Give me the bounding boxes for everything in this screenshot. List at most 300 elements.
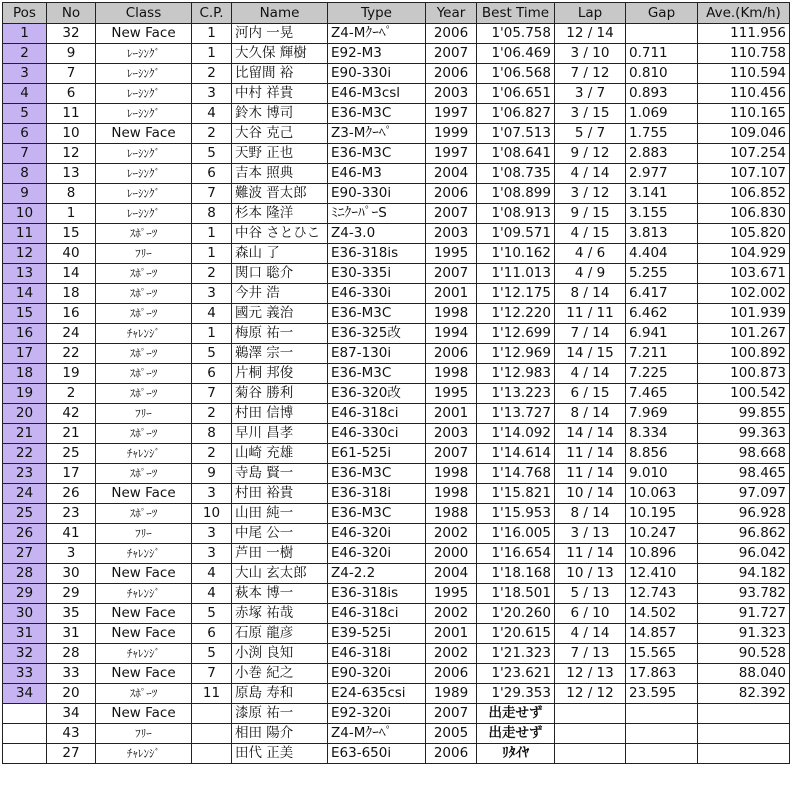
cell-pos: 25 (3, 504, 47, 524)
cell-cp: 4 (192, 584, 232, 604)
cell-best-time: 1'15.953 (477, 504, 555, 524)
cell-type: E30-335i (328, 264, 426, 284)
cell-year: 2007 (426, 264, 477, 284)
cell-best-time: 1'11.013 (477, 264, 555, 284)
cell-average-speed: 109.046 (698, 124, 790, 144)
cell-cp: 5 (192, 604, 232, 624)
cell-cp: 1 (192, 44, 232, 64)
cell-gap: 23.595 (626, 684, 698, 704)
cell-lap: 7 / 13 (555, 644, 626, 664)
cell-gap (626, 744, 698, 764)
cell-cp: 1 (192, 24, 232, 44)
cell-cp: 2 (192, 124, 232, 144)
cell-no: 27 (47, 744, 96, 764)
cell-gap: 5.255 (626, 264, 698, 284)
cell-class: ｽﾎﾟｰﾂ (96, 364, 192, 384)
table-row (3, 624, 790, 644)
cell-no: 3 (47, 544, 96, 564)
cell-no: 14 (47, 264, 96, 284)
cell-best-time: 1'23.621 (477, 664, 555, 684)
cell-no: 12 (47, 144, 96, 164)
cell-name: 相田 陽介 (232, 724, 328, 744)
cell-pos: 5 (3, 104, 47, 124)
cell-class: ﾁｬﾚﾝｼﾞ (96, 744, 192, 764)
header-row (3, 3, 790, 24)
cell-gap: 2.883 (626, 144, 698, 164)
cell-type: Z4-3.0 (328, 224, 426, 244)
cell-cp: 4 (192, 564, 232, 584)
table-row (3, 544, 790, 564)
cell-lap: 3 / 7 (555, 84, 626, 104)
cell-no: 30 (47, 564, 96, 584)
cell-name: 山田 純一 (232, 504, 328, 524)
cell-best-time: 1'10.162 (477, 244, 555, 264)
cell-best-time: 1'08.735 (477, 164, 555, 184)
cell-no: 34 (47, 704, 96, 724)
cell-name: 森山 了 (232, 244, 328, 264)
cell-class: ﾁｬﾚﾝｼﾞ (96, 324, 192, 344)
cell-cp: 2 (192, 64, 232, 84)
cell-name: 芦田 一樹 (232, 544, 328, 564)
cell-gap: 10.896 (626, 544, 698, 564)
table-row (3, 664, 790, 684)
cell-best-time: 1'08.641 (477, 144, 555, 164)
cell-best-time: 1'06.651 (477, 84, 555, 104)
cell-cp: 9 (192, 464, 232, 484)
cell-cp: 8 (192, 424, 232, 444)
cell-best-time: 1'08.899 (477, 184, 555, 204)
cell-class: ﾌﾘｰ (96, 244, 192, 264)
cell-gap: 4.404 (626, 244, 698, 264)
cell-year: 1998 (426, 484, 477, 504)
cell-gap: 0.711 (626, 44, 698, 64)
table-row (3, 404, 790, 424)
cell-cp: 3 (192, 524, 232, 544)
cell-lap: 5 / 7 (555, 124, 626, 144)
cell-pos: 20 (3, 404, 47, 424)
cell-gap: 17.863 (626, 664, 698, 684)
cell-average-speed: 101.267 (698, 324, 790, 344)
cell-no: 29 (47, 584, 96, 604)
cell-no: 8 (47, 184, 96, 204)
table-row (3, 604, 790, 624)
cell-type: E46-320i (328, 524, 426, 544)
cell-pos: 15 (3, 304, 47, 324)
cell-cp: 10 (192, 504, 232, 524)
cell-average-speed: 107.107 (698, 164, 790, 184)
cell-lap: 6 / 15 (555, 384, 626, 404)
cell-best-time: 1'21.323 (477, 644, 555, 664)
cell-best-time: 1'14.768 (477, 464, 555, 484)
cell-type: E46-330i (328, 284, 426, 304)
cell-gap: 6.941 (626, 324, 698, 344)
cell-average-speed: 98.465 (698, 464, 790, 484)
cell-name: 今井 浩 (232, 284, 328, 304)
cell-no: 13 (47, 164, 96, 184)
cell-pos: 19 (3, 384, 47, 404)
cell-pos: 10 (3, 204, 47, 224)
cell-type: E36-320改 (328, 384, 426, 404)
cell-year: 2007 (426, 204, 477, 224)
table-row (3, 164, 790, 184)
cell-lap: 3 / 10 (555, 44, 626, 64)
table-row (3, 504, 790, 524)
cell-pos: 1 (3, 24, 47, 44)
cell-no: 35 (47, 604, 96, 624)
cell-class: New Face (96, 484, 192, 504)
cell-no: 42 (47, 404, 96, 424)
cell-year: 2006 (426, 664, 477, 684)
cell-gap: 3.141 (626, 184, 698, 204)
cell-gap: 7.465 (626, 384, 698, 404)
cell-class: ﾌﾘｰ (96, 524, 192, 544)
cell-year: 1999 (426, 124, 477, 144)
cell-cp: 1 (192, 244, 232, 264)
header-no: No (47, 3, 96, 24)
cell-class: ﾚｰｼﾝｸﾞ (96, 164, 192, 184)
cell-lap (555, 724, 626, 744)
table-row (3, 104, 790, 124)
cell-no: 43 (47, 724, 96, 744)
cell-class: New Face (96, 564, 192, 584)
cell-no: 16 (47, 304, 96, 324)
table-row (3, 184, 790, 204)
table-row (3, 284, 790, 304)
cell-class: ｽﾎﾟｰﾂ (96, 344, 192, 364)
cell-cp: 7 (192, 664, 232, 684)
cell-lap: 7 / 12 (555, 64, 626, 84)
cell-year: 2006 (426, 24, 477, 44)
cell-year: 2001 (426, 624, 477, 644)
header-name: Name (232, 3, 328, 24)
cell-pos: 3 (3, 64, 47, 84)
cell-best-time: 1'13.223 (477, 384, 555, 404)
cell-type: E90-330i (328, 64, 426, 84)
cell-name: 村田 信博 (232, 404, 328, 424)
cell-best-time: 1'20.260 (477, 604, 555, 624)
cell-class: ﾚｰｼﾝｸﾞ (96, 64, 192, 84)
cell-name: 寺島 賢一 (232, 464, 328, 484)
cell-gap: 6.462 (626, 304, 698, 324)
cell-cp: 1 (192, 324, 232, 344)
cell-year: 2004 (426, 164, 477, 184)
cell-pos: 7 (3, 144, 47, 164)
cell-type: E87-130i (328, 344, 426, 364)
cell-pos: 13 (3, 264, 47, 284)
cell-average-speed: 110.594 (698, 64, 790, 84)
cell-cp: 5 (192, 644, 232, 664)
cell-type: E46-M3csl (328, 84, 426, 104)
cell-name: 難波 晋太郎 (232, 184, 328, 204)
cell-type: E36-M3C (328, 464, 426, 484)
cell-type: E36-318i (328, 484, 426, 504)
table-row (3, 144, 790, 164)
cell-best-time: 1'15.821 (477, 484, 555, 504)
cell-type: E46-318ci (328, 404, 426, 424)
cell-year: 2001 (426, 284, 477, 304)
cell-gap: 2.977 (626, 164, 698, 184)
cell-year: 2007 (426, 444, 477, 464)
cell-pos: 33 (3, 664, 47, 684)
cell-best-time: 出走せず (477, 704, 555, 724)
results-body (3, 24, 790, 764)
cell-year: 2002 (426, 604, 477, 624)
cell-type: E90-330i (328, 184, 426, 204)
cell-name: 原島 寿和 (232, 684, 328, 704)
cell-year: 2006 (426, 744, 477, 764)
cell-year: 1997 (426, 104, 477, 124)
cell-cp: 3 (192, 544, 232, 564)
cell-pos: 17 (3, 344, 47, 364)
cell-lap: 6 / 10 (555, 604, 626, 624)
cell-lap: 10 / 13 (555, 564, 626, 584)
cell-year: 2007 (426, 44, 477, 64)
cell-best-time: 1'18.501 (477, 584, 555, 604)
cell-cp: 6 (192, 624, 232, 644)
cell-best-time: 1'06.827 (477, 104, 555, 124)
cell-lap: 4 / 9 (555, 264, 626, 284)
cell-average-speed (698, 704, 790, 724)
cell-cp: 3 (192, 484, 232, 504)
cell-type: E46-M3 (328, 164, 426, 184)
cell-type: ﾐﾆｸｰﾊﾟｰS (328, 204, 426, 224)
table-row (3, 324, 790, 344)
cell-no: 15 (47, 224, 96, 244)
cell-no: 40 (47, 244, 96, 264)
table-row (3, 644, 790, 664)
table-row (3, 684, 790, 704)
cell-type: E36-M3C (328, 144, 426, 164)
table-row (3, 304, 790, 324)
cell-name: 中村 祥貴 (232, 84, 328, 104)
cell-no: 11 (47, 104, 96, 124)
cell-pos: 24 (3, 484, 47, 504)
cell-class: ﾁｬﾚﾝｼﾞ (96, 544, 192, 564)
cell-gap: 0.810 (626, 64, 698, 84)
cell-type: E36-M3C (328, 504, 426, 524)
cell-cp (192, 744, 232, 764)
cell-year: 2006 (426, 184, 477, 204)
cell-year: 2002 (426, 644, 477, 664)
cell-best-time: 1'12.699 (477, 324, 555, 344)
cell-type: E39-525i (328, 624, 426, 644)
cell-lap: 9 / 15 (555, 204, 626, 224)
cell-no: 21 (47, 424, 96, 444)
cell-cp: 3 (192, 284, 232, 304)
cell-class: ﾚｰｼﾝｸﾞ (96, 44, 192, 64)
cell-average-speed: 91.323 (698, 624, 790, 644)
cell-name: 國元 義治 (232, 304, 328, 324)
cell-name: 比留間 裕 (232, 64, 328, 84)
cell-pos: 27 (3, 544, 47, 564)
cell-name: 山崎 充雄 (232, 444, 328, 464)
cell-gap: 7.211 (626, 344, 698, 364)
cell-year: 2001 (426, 404, 477, 424)
cell-lap: 11 / 11 (555, 304, 626, 324)
cell-best-time: 1'12.983 (477, 364, 555, 384)
cell-class: New Face (96, 624, 192, 644)
cell-name: 菊谷 勝利 (232, 384, 328, 404)
cell-gap: 15.565 (626, 644, 698, 664)
cell-best-time: 1'13.727 (477, 404, 555, 424)
cell-best-time: 1'14.092 (477, 424, 555, 444)
cell-lap: 11 / 14 (555, 544, 626, 564)
cell-lap: 12 / 13 (555, 664, 626, 684)
cell-year: 1995 (426, 384, 477, 404)
cell-year: 2003 (426, 224, 477, 244)
cell-cp: 5 (192, 344, 232, 364)
cell-name: 天野 正也 (232, 144, 328, 164)
cell-lap: 5 / 13 (555, 584, 626, 604)
cell-average-speed: 90.528 (698, 644, 790, 664)
cell-pos: 12 (3, 244, 47, 264)
cell-name: 中尾 公一 (232, 524, 328, 544)
cell-class: New Face (96, 124, 192, 144)
header-class: Class (96, 3, 192, 24)
cell-class: ﾚｰｼﾝｸﾞ (96, 204, 192, 224)
cell-pos: 9 (3, 184, 47, 204)
cell-gap (626, 724, 698, 744)
cell-average-speed: 99.363 (698, 424, 790, 444)
table-row (3, 124, 790, 144)
cell-best-time: 1'09.571 (477, 224, 555, 244)
cell-lap: 3 / 13 (555, 524, 626, 544)
cell-year: 2000 (426, 544, 477, 564)
cell-no: 33 (47, 664, 96, 684)
cell-type: E46-318ci (328, 604, 426, 624)
cell-year: 2007 (426, 704, 477, 724)
cell-average-speed: 93.782 (698, 584, 790, 604)
cell-type: E24-635csi (328, 684, 426, 704)
cell-lap: 4 / 14 (555, 364, 626, 384)
cell-pos (3, 744, 47, 764)
table-row (3, 244, 790, 264)
cell-lap: 11 / 14 (555, 464, 626, 484)
table-row (3, 484, 790, 504)
cell-cp: 3 (192, 84, 232, 104)
cell-lap: 3 / 12 (555, 184, 626, 204)
table-row (3, 384, 790, 404)
cell-lap: 14 / 15 (555, 344, 626, 364)
cell-average-speed: 107.254 (698, 144, 790, 164)
results-table (2, 2, 790, 764)
cell-name: 鈴木 博司 (232, 104, 328, 124)
cell-type: Z4-2.2 (328, 564, 426, 584)
cell-gap: 0.893 (626, 84, 698, 104)
cell-average-speed: 101.939 (698, 304, 790, 324)
cell-name: 田代 正美 (232, 744, 328, 764)
cell-class: ﾚｰｼﾝｸﾞ (96, 104, 192, 124)
cell-gap (626, 704, 698, 724)
cell-lap: 14 / 14 (555, 424, 626, 444)
cell-gap: 3.813 (626, 224, 698, 244)
cell-no: 31 (47, 624, 96, 644)
table-row (3, 744, 790, 764)
cell-cp: 2 (192, 444, 232, 464)
header-type: Type (328, 3, 426, 24)
cell-cp: 6 (192, 164, 232, 184)
cell-name: 小渕 良知 (232, 644, 328, 664)
cell-type: E61-525i (328, 444, 426, 464)
cell-best-time: 1'16.005 (477, 524, 555, 544)
cell-type: E36-M3C (328, 364, 426, 384)
cell-name: 大谷 克己 (232, 124, 328, 144)
cell-type: E92-320i (328, 704, 426, 724)
cell-year: 1995 (426, 584, 477, 604)
table-row (3, 24, 790, 44)
cell-type: E36-318is (328, 584, 426, 604)
cell-name: 小巻 紀之 (232, 664, 328, 684)
cell-gap: 8.856 (626, 444, 698, 464)
cell-no: 22 (47, 344, 96, 364)
cell-best-time: 1'12.220 (477, 304, 555, 324)
cell-year: 2002 (426, 524, 477, 544)
cell-name: 鵜澤 宗一 (232, 344, 328, 364)
cell-type: E90-320i (328, 664, 426, 684)
header-best-time: Best Time (477, 3, 555, 24)
cell-gap (626, 24, 698, 44)
cell-cp: 4 (192, 104, 232, 124)
cell-cp: 8 (192, 204, 232, 224)
cell-gap: 12.410 (626, 564, 698, 584)
cell-gap: 8.334 (626, 424, 698, 444)
cell-best-time: 1'16.654 (477, 544, 555, 564)
table-row (3, 344, 790, 364)
cell-year: 1989 (426, 684, 477, 704)
cell-pos: 14 (3, 284, 47, 304)
cell-lap: 8 / 14 (555, 504, 626, 524)
table-row (3, 464, 790, 484)
table-row (3, 584, 790, 604)
cell-class: ﾚｰｼﾝｸﾞ (96, 184, 192, 204)
cell-cp (192, 704, 232, 724)
cell-no: 2 (47, 384, 96, 404)
cell-best-time: 1'18.168 (477, 564, 555, 584)
cell-pos: 18 (3, 364, 47, 384)
cell-year: 2003 (426, 84, 477, 104)
cell-class: New Face (96, 704, 192, 724)
cell-class: New Face (96, 604, 192, 624)
cell-type: Z4-Mｸｰﾍﾟ (328, 724, 426, 744)
cell-no: 9 (47, 44, 96, 64)
cell-year: 1997 (426, 144, 477, 164)
cell-pos: 11 (3, 224, 47, 244)
cell-class: ﾚｰｼﾝｸﾞ (96, 144, 192, 164)
cell-best-time: 1'06.469 (477, 44, 555, 64)
cell-average-speed: 103.671 (698, 264, 790, 284)
cell-average-speed: 102.002 (698, 284, 790, 304)
cell-type: E46-330ci (328, 424, 426, 444)
cell-best-time: 1'12.175 (477, 284, 555, 304)
cell-name: 石原 龍彦 (232, 624, 328, 644)
cell-name: 片桐 邦俊 (232, 364, 328, 384)
cell-no: 32 (47, 24, 96, 44)
cell-class: ｽﾎﾟｰﾂ (96, 684, 192, 704)
cell-lap: 10 / 14 (555, 484, 626, 504)
cell-average-speed: 110.456 (698, 84, 790, 104)
table-row (3, 364, 790, 384)
cell-name: 河内 一晃 (232, 24, 328, 44)
cell-average-speed: 82.392 (698, 684, 790, 704)
cell-no: 19 (47, 364, 96, 384)
cell-class: ｽﾎﾟｰﾂ (96, 224, 192, 244)
cell-class: ｽﾎﾟｰﾂ (96, 284, 192, 304)
cell-pos: 2 (3, 44, 47, 64)
cell-name: 萩本 博一 (232, 584, 328, 604)
cell-class: ｽﾎﾟｰﾂ (96, 384, 192, 404)
cell-best-time: 1'14.614 (477, 444, 555, 464)
cell-lap (555, 744, 626, 764)
